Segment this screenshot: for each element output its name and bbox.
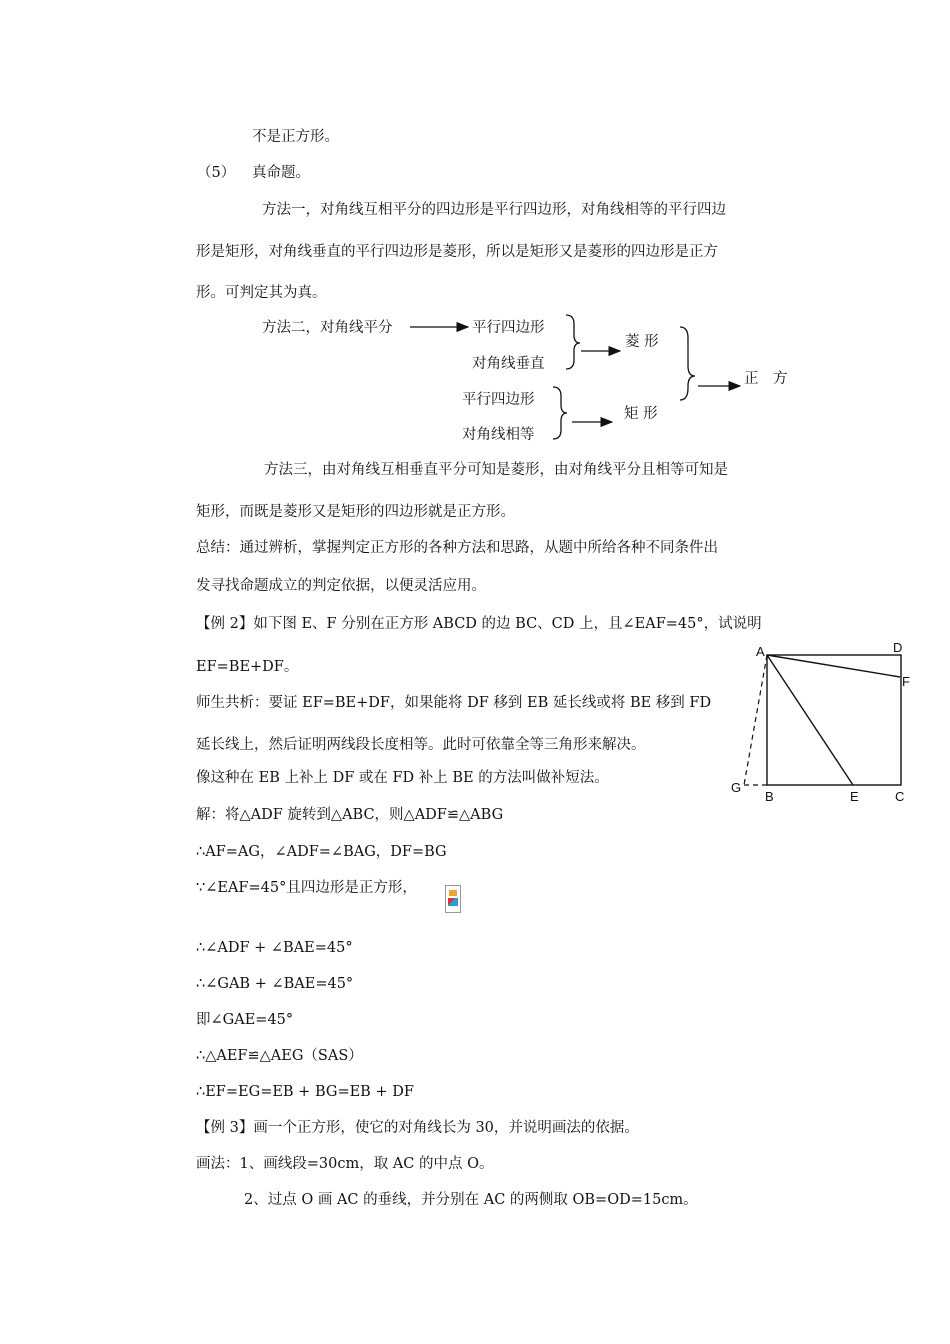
text-line: ∴∠GAB + ∠BAE=45° [196, 976, 354, 992]
text-line: 矩形，而既是菱形又是矩形的四边形就是正方形。 [196, 504, 515, 520]
point-c-label: C [895, 789, 905, 804]
flow-label: 平行四边形 [462, 392, 535, 408]
text-line: 即∠GAE=45° [196, 1012, 294, 1028]
text-line: 形。可判定其为真。 [196, 285, 327, 301]
text-line: 形是矩形，对角线垂直的平行四边形是菱形，所以是矩形又是菱形的四边形是正方 [196, 244, 718, 260]
text-line: 解：将△ADF 旋转到△ABC，则△ADF≌△ABG [196, 807, 504, 823]
point-e-label: E [850, 789, 859, 804]
flow-label: 平行四边形 [472, 320, 545, 336]
flow-label: 对角线相等 [462, 427, 535, 443]
segment-af [767, 655, 900, 677]
segment-ag-dashed [744, 655, 767, 785]
text-line: 方法三，由对角线互相垂直平分可知是菱形，由对角线平分且相等可知是 [264, 462, 728, 478]
text-line: 发寻找命题成立的判定依据，以便灵活应用。 [196, 578, 486, 594]
text-line: 真命题。 [252, 165, 310, 181]
point-d-label: D [893, 640, 903, 655]
rhombus-label: 菱 形 [625, 334, 659, 350]
segment-ae [767, 655, 853, 785]
point-f-label: F [902, 674, 910, 689]
rectangle-label: 矩 形 [624, 406, 658, 422]
text-line: ∴△AEF≌△AEG（SAS） [196, 1048, 363, 1064]
text-line: 像这种在 EB 上补上 DF 或在 FD 补上 BE 的方法叫做补短法。 [196, 770, 609, 786]
example-heading: 【例 2】如下图 E、F 分别在正方形 ABCD 的边 BC、CD 上，且∠EAF=45°，试说明 [196, 616, 762, 632]
flow-start-label: 方法二，对角线平分 [262, 320, 393, 336]
text-line: EF=BE+DF。 [196, 659, 299, 675]
text-line: 师生共析：要证 EF=BE+DF，如果能将 DF 移到 EB 延长线或将 BE 移到 FD [196, 695, 712, 711]
text-line: 2、过点 O 画 AC 的垂线，并分别在 AC 的两侧取 OB=OD=15cm。 [244, 1192, 698, 1208]
text-line: 方法一，对角线互相平分的四边形是平行四边形，对角线相等的平行四边 [262, 202, 726, 218]
example-heading: 【例 3】画一个正方形，使它的对角线长为 30，并说明画法的依据。 [196, 1120, 639, 1136]
point-a-label: A [756, 644, 765, 659]
text-line: ∴∠ADF + ∠BAE=45° [196, 940, 353, 956]
square-label: 正 方 [744, 371, 788, 387]
text-line: ∴AF=AG，∠ADF=∠BAG，DF=BG [196, 844, 447, 860]
text-line: ∴EF=EG=EB + BG=EB + DF [196, 1084, 414, 1100]
text-line: 总结：通过辨析，掌握判定正方形的各种方法和思路，从题中所给各种不同条件出 [196, 540, 718, 556]
point-b-label: B [765, 789, 774, 804]
text-line: 画法：1、画线段=30cm，取 AC 的中点 O。 [196, 1156, 494, 1172]
text-line: 延长线上，然后证明两线段长度相等。此时可依靠全等三角形来解决。 [196, 737, 646, 753]
text-line: 不是正方形。 [252, 129, 339, 145]
point-g-label: G [731, 780, 742, 795]
flow-label: 对角线垂直 [472, 356, 545, 372]
text-line: ∵∠EAF=45°且四边形是正方形， [196, 880, 417, 896]
item-number: （5） [197, 165, 236, 181]
